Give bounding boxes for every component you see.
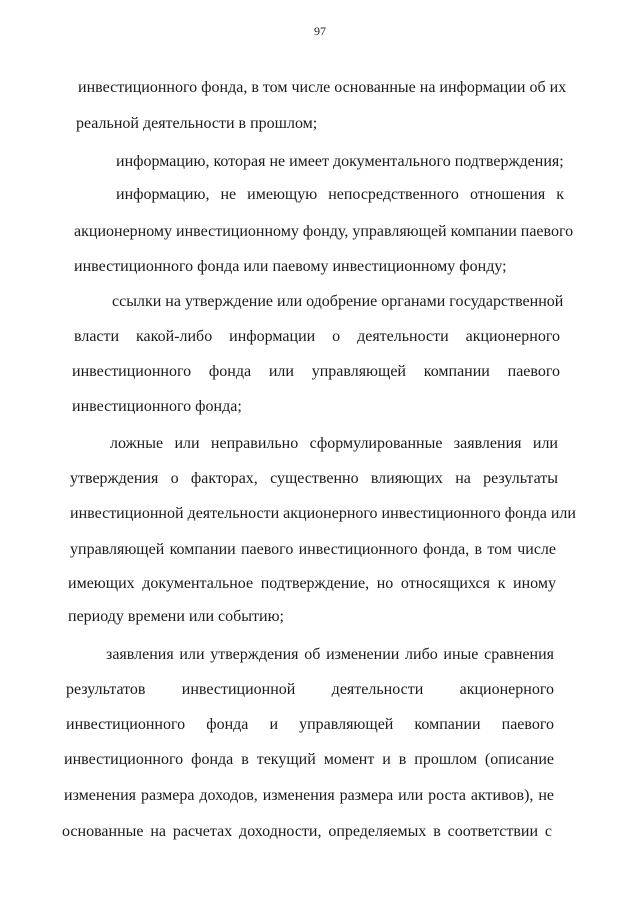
- text-line: реальной деятельности в прошлом;: [76, 115, 318, 132]
- text-line: ложные или неправильно сформулированные заявления или: [110, 435, 558, 452]
- text-line: инвестиционного фонда и управляющей компании паевого: [66, 716, 554, 733]
- text-line: ссылки на утверждение или одобрение органами государственной: [112, 293, 564, 310]
- text-line: инвестиционного фонда или управляющей компании паевого: [72, 363, 560, 380]
- text-line: инвестиционного фонда в текущий момент и в прошлом (описание: [64, 751, 554, 768]
- text-line: инвестиционного фонда или паевому инвестиционному фонду;: [74, 258, 507, 275]
- page-number: 97: [314, 24, 326, 38]
- text-line: информацию, которая не имеет документального подтверждения;: [116, 153, 564, 170]
- text-line: изменения размера доходов, изменения размера или роста активов), не: [64, 787, 554, 804]
- text-line: власти какой-либо информации о деятельности акционерного: [74, 328, 560, 345]
- text-line: информацию, не имеющую непосредственного отношения к: [116, 186, 564, 203]
- text-line: результатов инвестиционной деятельности акционерного: [66, 681, 554, 698]
- text-line: утверждения о факторах, существенно влияющих на результаты: [70, 470, 558, 487]
- text-line: имеющих документальное подтверждение, но относящихся к иному: [68, 575, 556, 592]
- text-line: заявления или утверждения об изменении либо иные сравнения: [106, 646, 554, 663]
- text-line: управляющей компании паевого инвестиционного фонда, в том числе: [70, 541, 556, 558]
- text-line: инвестиционного фонда, в том числе основанные на информации об их: [78, 79, 567, 96]
- text-line: периоду времени или событию;: [68, 608, 284, 625]
- text-line: инвестиционного фонда;: [72, 398, 242, 415]
- text-line: основанные на расчетах доходности, определяемых в соответствии с: [62, 823, 552, 840]
- text-line: инвестиционной деятельности акционерного инвестиционного фонда или: [70, 505, 576, 522]
- text-line: акционерному инвестиционному фонду, управляющей компании паевого: [74, 223, 574, 240]
